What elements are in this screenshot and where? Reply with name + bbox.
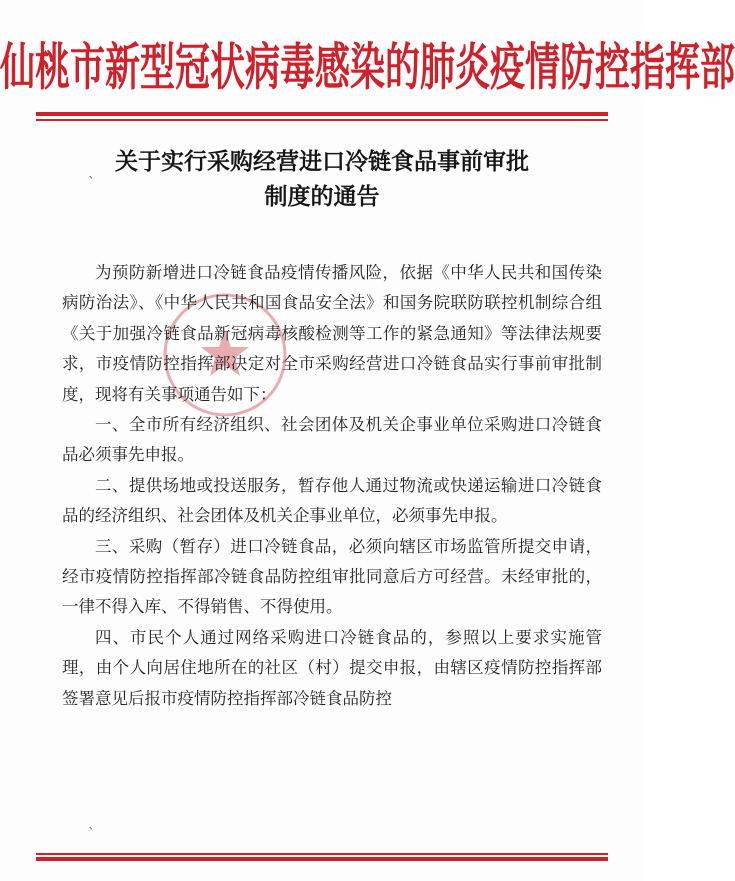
scan-mark: ` <box>88 826 95 842</box>
document-title-line-2: 制度的通告 <box>264 183 380 210</box>
body-paragraph-2: 二、提供场地或投送服务，暂存他人通过物流或快递运输进口冷链食品的经济组织、社会团体及机关企事业单位，必须事先申报。 <box>62 475 602 526</box>
document-title-line-1: 关于实行采购经营进口冷链食品事前审批 <box>115 148 529 175</box>
scan-mark: ` <box>88 175 95 191</box>
body-paragraph-3: 三、采购（暂存）进口冷链食品，必须向辖区市场监管所提交申请，经市疫情防控指挥部冷链食品防控组审批同意后方可经营。未经审批的，一律不得入库、不得销售、不得使用。 <box>62 536 602 617</box>
footer-red-rule-thin <box>36 853 608 855</box>
header-red-rule-thick <box>36 112 608 116</box>
header-red-rule-thin <box>36 119 608 121</box>
body-paragraph-1: 一、全市所有经济组织、社会团体及机关企事业单位采购进口冷链食品必须事先申报。 <box>62 415 602 465</box>
document-body <box>62 258 602 714</box>
body-paragraph-4: 四、市民个人通过网络采购进口冷链食品的，参照以上要求实施管理，由个人向居住地所在的社区（村）提交申报，由辖区疫情防控指挥部签署意见后报市疫情防控指挥部冷链食品防控 <box>62 627 602 708</box>
header-org-name: 仙桃市新型冠状病毒感染的肺炎疫情防控指挥部 <box>0 38 735 98</box>
footer-red-rule-thick <box>36 857 608 861</box>
body-paragraph-intro: 为预防新增进口冷链食品疫情传播风险，依据《中华人民共和国传染病防治法》、《中华人民共和国食品安全法》和国务院联防联控机制综合组《关于加强冷链食品新冠病毒核酸检测等工作的紧急通知》等法律法规要求，市疫情防控指挥部决定对全市采购经营进口冷链食品实行事前审批制度，现将有关事项通告如下： <box>62 263 602 404</box>
